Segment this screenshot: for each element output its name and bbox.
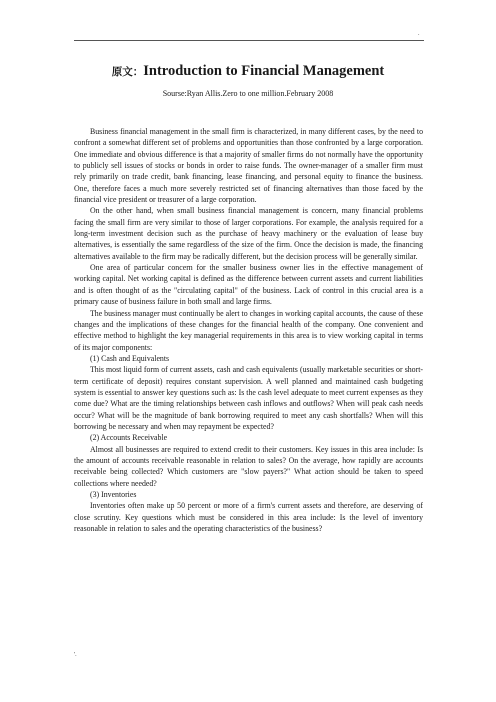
paragraph-working-capital: One area of particular concern for the smaller business owner lies in the effective management of working capital. Net working capital is defined as the difference between current assets and current liabilities and is often thought of as the "circulating capital" of the business. Lack of control in this crucial area is a primary cause of business failure in both small and large firms.	[74, 263, 423, 307]
heading-inventories: (3) Inventories	[90, 490, 137, 499]
title-prefix: 原文：	[111, 67, 144, 78]
page-title	[0, 63, 496, 80]
paragraph-cash: This most liquid form of current assets, cash and cash equivalents (usually marketable securities or short-term certificate of deposit) requires constant supervision. A well planned and maintained cash budgeting system is essential to answer key questions such as: Is the cash level adequate to meet current expenses as they come due? What are the timing relationships between cash inflows and outflows? When will peak cash needs occur? What will be the magnitude of bank borrowing required to meet any cash shortfalls? When will this borrowing be necessary and when may repayment be expected?	[74, 365, 423, 431]
paragraph-manager-alert: The business manager must continually be alert to changes in working capital accounts, the cause of these changes and the implications of these changes for the financial health of the company. One convenient and effective method to highlight the key managerial requirements in this area is to view working capital in terms of its major components:	[74, 308, 423, 352]
heading-cash: (1) Cash and Equivalents	[90, 353, 170, 363]
document-body	[74, 126, 423, 534]
title-text: Introduction to Financial Management	[143, 63, 385, 79]
paragraph-inventories: Inventories often make up 50 percent or more of a firm's current assets and therefore, are deserving of close scrutiny. Key questions which must be considered in this area include: Is the level of inventory reasonable in relation to sales and the operating characteristics of the business?	[74, 501, 423, 534]
paragraph-small-firm: Business financial management in the small firm is characterized, in many different cases, by the need to confront a somewhat different set of problems and opportunities than those confronted by a large corporation. One immediate and obvious difference is that a majority of smaller firms do not normally have the opportunity to publicly sell issues of stocks or bonds in order to raise funds. The owner-manager of a smaller firm must rely primarily on trade credit, bank financing, lease financing, and personal equity to finance the business. One, therefore faces a much more severely restricted set of financing alternatives than those faced by the financial vice president or treasurer of a large corporation.	[74, 127, 423, 205]
paragraph-receivable: Almost all businesses are required to extend credit to their customers. Key issues in this area include: Is the amount of accounts receivable reasonable in relation to sales? On the average, how rapidly are accounts receivable being collected? Which customers are "slow payers?" What action should be taken to speed collections where needed?	[74, 444, 423, 488]
heading-receivable: (2) Accounts Receivable	[90, 433, 168, 443]
paragraph-other-hand: On the other hand, when small business financial management is concern, many financial problems facing the small firm are very similar to those of larger corporations. For example, the analysis required for a long-term investment decision such as the purchase of heavy machinery or the evaluation of lease buy alternatives, is essentially the same regardless of the size of the firm. Once the decision is made, the financing alternatives available to the firm may be radically different, but the decision process will be generally similar.	[74, 206, 423, 261]
footer-mark: '.	[74, 652, 77, 658]
source-line: Sourse:Ryan Allis.Zero to one million.February 2008	[162, 89, 334, 98]
header-rule	[74, 40, 424, 41]
header-mark: .	[418, 31, 420, 37]
